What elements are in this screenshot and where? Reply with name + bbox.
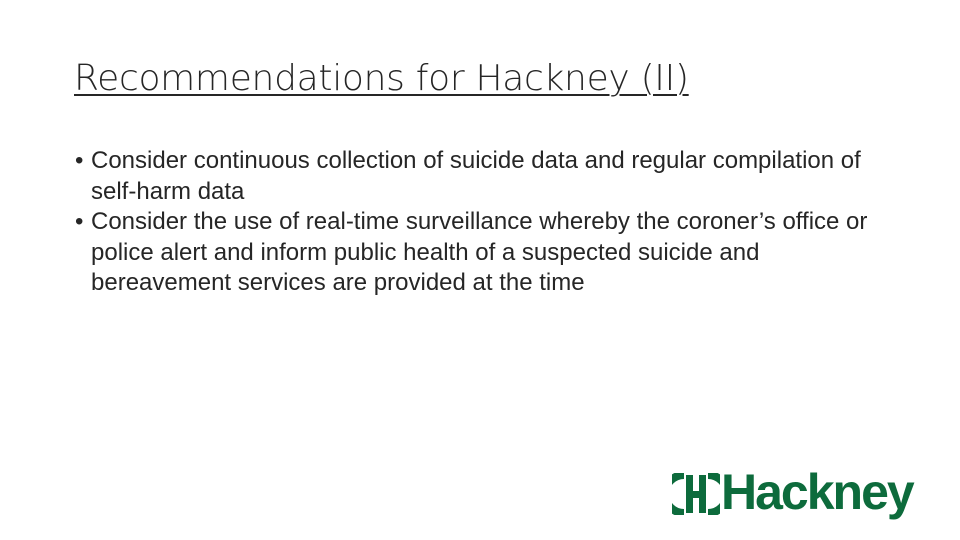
bullet-item: • Consider the use of real-time surveillance whereby the coroner’s office or police alert and inform public health of a suspected suicide and bereavement services are provided at the time [74, 207, 874, 299]
slide-title: Recommendations for Hackney (II) [74, 58, 689, 99]
bullet-list [74, 146, 874, 299]
bullet-item: • Consider continuous collection of suicide data and regular compilation of self-harm data [74, 146, 874, 207]
hackney-h-mark-icon [672, 473, 720, 515]
logo-wordmark: Hackney [721, 464, 913, 520]
hackney-logo [672, 464, 938, 528]
